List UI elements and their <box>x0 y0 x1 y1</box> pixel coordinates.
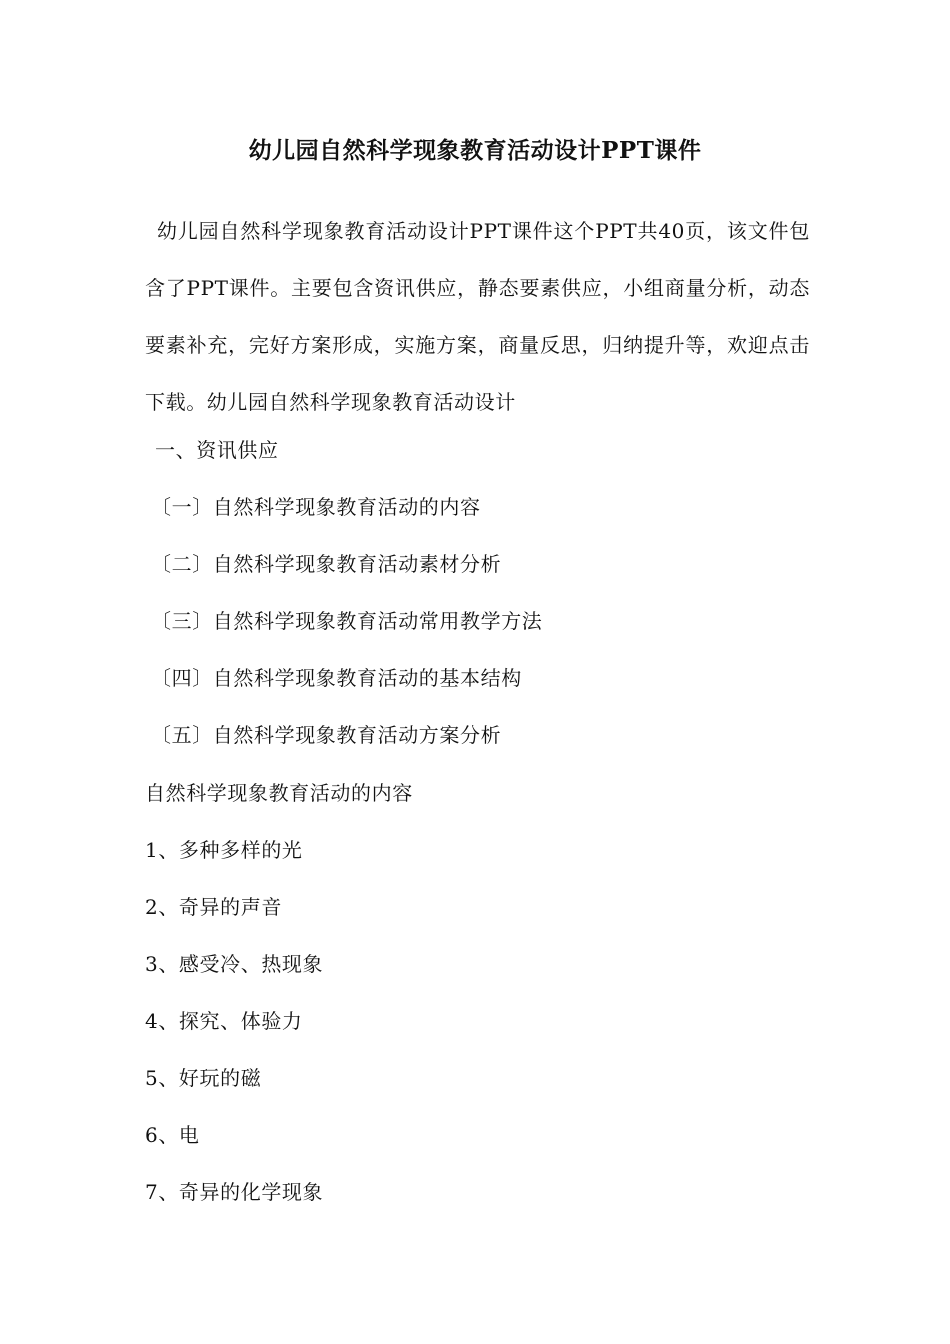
intro-paragraph: 幼儿园自然科学现象教育活动设计PPT课件这个PPT共40页，该文件包含了PPT课件。主要包含资讯供应，静态要素供应，小组商量分析，动态要素补充，完好方案形成，实施方案，商量反思，归纳提升等，欢迎点击下载。幼儿园自然科学现象教育活动设计 <box>145 219 810 414</box>
content-item-2: 2、奇异的声音 <box>145 895 282 919</box>
content-heading: 自然科学现象教育活动的内容 <box>145 781 413 805</box>
content-item-5: 5、好玩的磁 <box>145 1066 262 1090</box>
outline-item-2: 〔二〕自然科学现象教育活动素材分析 <box>151 552 502 576</box>
document-title: 幼儿园自然科学现象教育活动设计PPT课件 <box>248 137 702 164</box>
content-item-7: 7、奇异的化学现象 <box>145 1180 324 1204</box>
section-heading: 一、资讯供应 <box>155 438 279 462</box>
outline-item-5: 〔五〕自然科学现象教育活动方案分析 <box>151 723 502 747</box>
outline-item-1: 〔一〕自然科学现象教育活动的内容 <box>151 495 481 519</box>
content-item-6: 6、电 <box>145 1123 200 1147</box>
content-item-4: 4、探究、体验力 <box>145 1009 303 1033</box>
content-item-1: 1、多种多样的光 <box>145 838 303 862</box>
outline-item-4: 〔四〕自然科学现象教育活动的基本结构 <box>151 666 522 690</box>
outline-item-3: 〔三〕自然科学现象教育活动常用教学方法 <box>151 609 543 633</box>
content-item-3: 3、感受冷、热现象 <box>145 952 324 976</box>
